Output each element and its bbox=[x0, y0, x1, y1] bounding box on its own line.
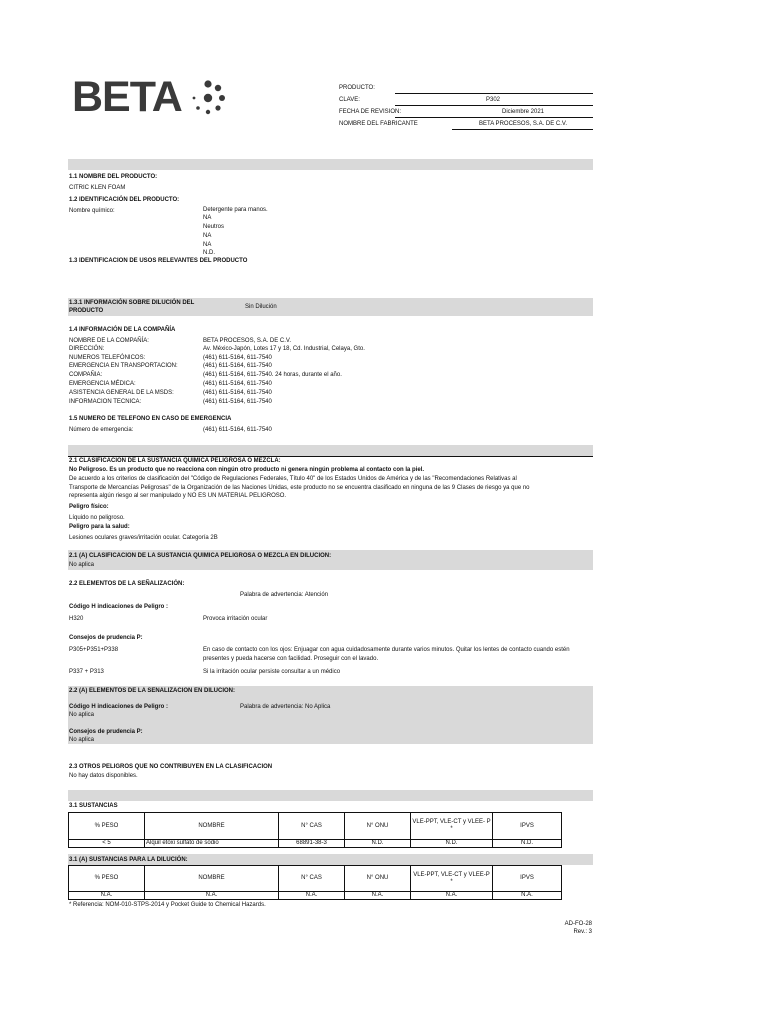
table-header-cell: VLE-PPT, VLE-CT y VLEE- P * bbox=[411, 813, 493, 840]
id-value: NA bbox=[203, 233, 212, 239]
section-band bbox=[68, 790, 593, 801]
company-value: (461) 611-5164, 611-7540 bbox=[203, 363, 272, 369]
section-band bbox=[68, 445, 593, 456]
heading-1-3: 1.3 IDENTIFICACION DE USOS RELEVANTES DEL PRODUCTO bbox=[69, 258, 248, 264]
heading-2-1: 2.1 CLASIFICACION DE LA SUSTANCIA QUIMICA PELIGROSA O MEZCLA: bbox=[69, 458, 281, 464]
heading-1-3-1: 1.3.1 INFORMACIÓN SOBRE DILUCIÓN DEL PRODUCTO bbox=[69, 300, 195, 314]
company-value: (461) 611-5164, 611-7540 bbox=[203, 355, 272, 361]
company-label: COMPAÑIA: bbox=[69, 372, 103, 378]
heading-1-5: 1.5 NUMERO DE TELEFONO EN CASO DE EMERGENCIA bbox=[69, 416, 232, 422]
palabra-dil: Palabra de advertencia: No Aplica bbox=[240, 704, 331, 710]
id-value: Detergente para manos. bbox=[203, 207, 268, 213]
consejos-dil-value: No aplica bbox=[69, 737, 95, 743]
table-header-cell: VLE-PPT, VLE-CT y VLEE-P * bbox=[411, 866, 493, 892]
table-cell: N.A. bbox=[145, 892, 279, 900]
peligro-fisico-label: Peligro físico: bbox=[69, 504, 109, 510]
p2-code: P337 + P313 bbox=[69, 669, 104, 675]
divider bbox=[395, 93, 593, 94]
company-label: EMERGENCIA EN TRANSPORTACION: bbox=[69, 363, 178, 369]
company-label: NUMEROS TELEFÓNICOS: bbox=[69, 355, 146, 361]
heading-3-1: 3.1 SUSTANCIAS bbox=[69, 803, 118, 809]
table-header-cell: % PESO bbox=[69, 866, 145, 892]
company-label: DIRECCIÓN: bbox=[69, 346, 105, 352]
divider bbox=[395, 117, 593, 118]
substances-table bbox=[68, 812, 562, 848]
emergencia-value: (461) 611-5164, 611-7540 bbox=[203, 427, 272, 433]
table-header-cell: N° ONU bbox=[345, 866, 411, 892]
id-value: N.D. bbox=[203, 250, 215, 256]
table-cell: N.A. bbox=[411, 892, 493, 900]
codigo-h-label: Código H indicaciones de Peligro : bbox=[69, 604, 169, 610]
clave-label: CLAVE: bbox=[339, 97, 360, 103]
palabra-advertencia: Palabra de advertencia: Atención bbox=[240, 592, 329, 598]
company-value: (461) 611-5164, 611-7540 bbox=[203, 399, 272, 405]
consejos-dil-label: Consejos de prudencia P: bbox=[69, 729, 143, 735]
table-cell: < 5 bbox=[69, 840, 145, 848]
divider bbox=[452, 129, 593, 130]
table-cell: N.A. bbox=[345, 892, 411, 900]
company-value: (461) 611-5164, 611-7540 bbox=[203, 390, 272, 396]
emergencia-label: Número de emergencia: bbox=[69, 427, 134, 433]
table-cell: N.A. bbox=[69, 892, 145, 900]
fabricante-label: NOMBRE DEL FABRICANTE bbox=[339, 121, 418, 127]
table-header-cell: N° ONU bbox=[345, 813, 411, 840]
table-header-cell: NOMBRE bbox=[145, 866, 279, 892]
heading-2-3-value: No hay datos disponibles. bbox=[69, 773, 138, 779]
codigo-h-dil-label: Código H indicaciones de Peligro : bbox=[69, 704, 169, 710]
h320-code: H320 bbox=[69, 616, 84, 622]
p1-text: En caso de contacto con los ojos: Enjuagar con agua cuidadosamente durante varios minutos. Quitar los lentes de contacto cuando estén presentes y pueda hacerse con facilidad. Proseguir con el lavado. bbox=[203, 647, 570, 662]
p2-text: Si la irritación ocular persiste consultar a un médico bbox=[203, 669, 341, 675]
table-cell: N.A. bbox=[493, 892, 562, 900]
table-row bbox=[69, 840, 562, 848]
table-cell: N.D. bbox=[411, 840, 493, 848]
codigo-h-dil-value: No aplica bbox=[69, 712, 95, 718]
peligro-salud-label: Peligro para la salud: bbox=[69, 524, 130, 530]
peligro-salud-value: Lesiones oculares graves/irritación ocular. Categoría 2B bbox=[69, 535, 218, 541]
dilution-table bbox=[68, 865, 562, 900]
table-cell: 68891-38-3 bbox=[279, 840, 345, 848]
divider bbox=[395, 105, 593, 106]
company-value: (461) 611-5164, 611-7540 bbox=[203, 381, 272, 387]
table-header-cell: IPVS bbox=[493, 813, 562, 840]
heading-3-1a: 3.1 (A) SUSTANCIAS PARA LA DILUCIÓN: bbox=[69, 857, 188, 863]
company-label: NOMBRE DE LA COMPAÑÍA: bbox=[69, 338, 149, 344]
h320-text: Provoca irritación ocular bbox=[203, 616, 268, 622]
heading-2-1a: 2.1 (A) CLASIFICACION DE LA SUSTANCIA QUIMICA PELIGROSA O MEZCLA EN DILUCION: bbox=[69, 553, 332, 559]
company-label: EMERGENCIA MÉDICA: bbox=[69, 381, 136, 387]
table-header-cell: N° CAS bbox=[279, 866, 345, 892]
heading-1-1: 1.1 NOMBRE DEL PRODUCTO: bbox=[69, 174, 158, 180]
producto-label: PRODUCTO: bbox=[339, 85, 375, 91]
table-cell: N.A. bbox=[279, 892, 345, 900]
heading-1-2: 1.2 IDENTIFICACIÓN DEL PRODUCTO: bbox=[69, 197, 180, 203]
footer-rev: Rev.: 3 bbox=[573, 929, 592, 935]
logo-dots-icon bbox=[188, 78, 228, 118]
heading-1-4: 1.4 INFORMACIÓN DE LA COMPAÑÍA bbox=[69, 327, 176, 333]
referencia-note: * Referencia: NOM-010-STPS-2014 y Pocket Guide to Chemical Hazards. bbox=[69, 902, 266, 908]
table-header-row bbox=[69, 866, 562, 892]
company-value: BETA PROCESOS, S.A. DE C.V. bbox=[203, 338, 292, 344]
id-value: Neutros bbox=[203, 224, 225, 230]
company-value: (461) 611-5164, 611-7540. 24 horas, durante el año. bbox=[203, 372, 342, 378]
dilucion-value: Sin Dilución bbox=[245, 304, 277, 310]
peligro-fisico-value: Líquido no peligroso. bbox=[69, 515, 125, 521]
heading-2-1a-value: No aplica bbox=[69, 562, 95, 568]
table-header-cell: N° CAS bbox=[279, 813, 345, 840]
table-header-row bbox=[69, 813, 562, 840]
company-value: Av. México-Japón, Lotes 17 y 18, Cd. Industrial, Celaya, Gto. bbox=[203, 346, 365, 352]
id-value: NA bbox=[203, 215, 212, 221]
nombre-quimico-label: Nombre químico: bbox=[69, 208, 115, 214]
table-header-cell: % PESO bbox=[69, 813, 145, 840]
beta-logo bbox=[72, 74, 232, 120]
table-header-cell: IPVS bbox=[493, 866, 562, 892]
fecha-label: FECHA DE REVISION: bbox=[339, 109, 402, 115]
heading-2-2a: 2.2 (A) ELEMENTOS DE LA SENALIZACION EN DILUCION: bbox=[69, 688, 236, 694]
table-header-cell: NOMBRE bbox=[145, 813, 279, 840]
no-peligroso-text: No Peligroso. Es un producto que no reacciona con ningún otro producto ni genera ningún problema al contacto con la piel. bbox=[69, 467, 425, 473]
company-label: INFORMACION TECNICA: bbox=[69, 399, 142, 405]
table-cell: N.D. bbox=[493, 840, 562, 848]
clave-value: P302 bbox=[486, 97, 501, 103]
footer-code: AD-FO-28 bbox=[564, 921, 592, 927]
consejos-label: Consejos de prudencia P: bbox=[69, 635, 143, 641]
table-row bbox=[69, 892, 562, 900]
heading-2-3: 2.3 OTROS PELIGROS QUE NO CONTRIBUYEN EN LA CLASIFICACION bbox=[69, 764, 273, 770]
table-cell: N.D. bbox=[345, 840, 411, 848]
company-label: ASISTENCIA GENERAL DE LA MSDS: bbox=[69, 390, 174, 396]
logo-text: BETA bbox=[72, 73, 182, 121]
id-value: NA bbox=[203, 242, 212, 248]
fabricante-value: BETA PROCESOS, S.A. DE C.V. bbox=[479, 121, 568, 127]
heading-2-2: 2.2 ELEMENTOS DE LA SEÑALIZACIÓN: bbox=[69, 581, 185, 587]
fecha-value: Diciembre 2021 bbox=[502, 109, 545, 115]
product-name: CITRIC KLEN FOAM bbox=[69, 185, 126, 191]
table-cell: Alquil etoxi sulfato de sodio bbox=[145, 840, 279, 848]
classification-paragraph: De acuerdo a los criterios de clasificación del "Código de Regulaciones Federales, Título 40" de los Estados Unidos de América y de las "Recomendaciones Relativas al Transporte de Mercancías Peligrosas" de la Organización de las Naciones Unidas, este producto no se encuentra clasificado en ninguna de las 9 Clases de riesgo ya que no representa algún riesgo al ser manipulado y NO ES UN MATERIAL PELIGROSO. bbox=[69, 476, 530, 500]
p1-code: P305+P351+P338 bbox=[69, 647, 119, 653]
section-band bbox=[68, 159, 593, 170]
